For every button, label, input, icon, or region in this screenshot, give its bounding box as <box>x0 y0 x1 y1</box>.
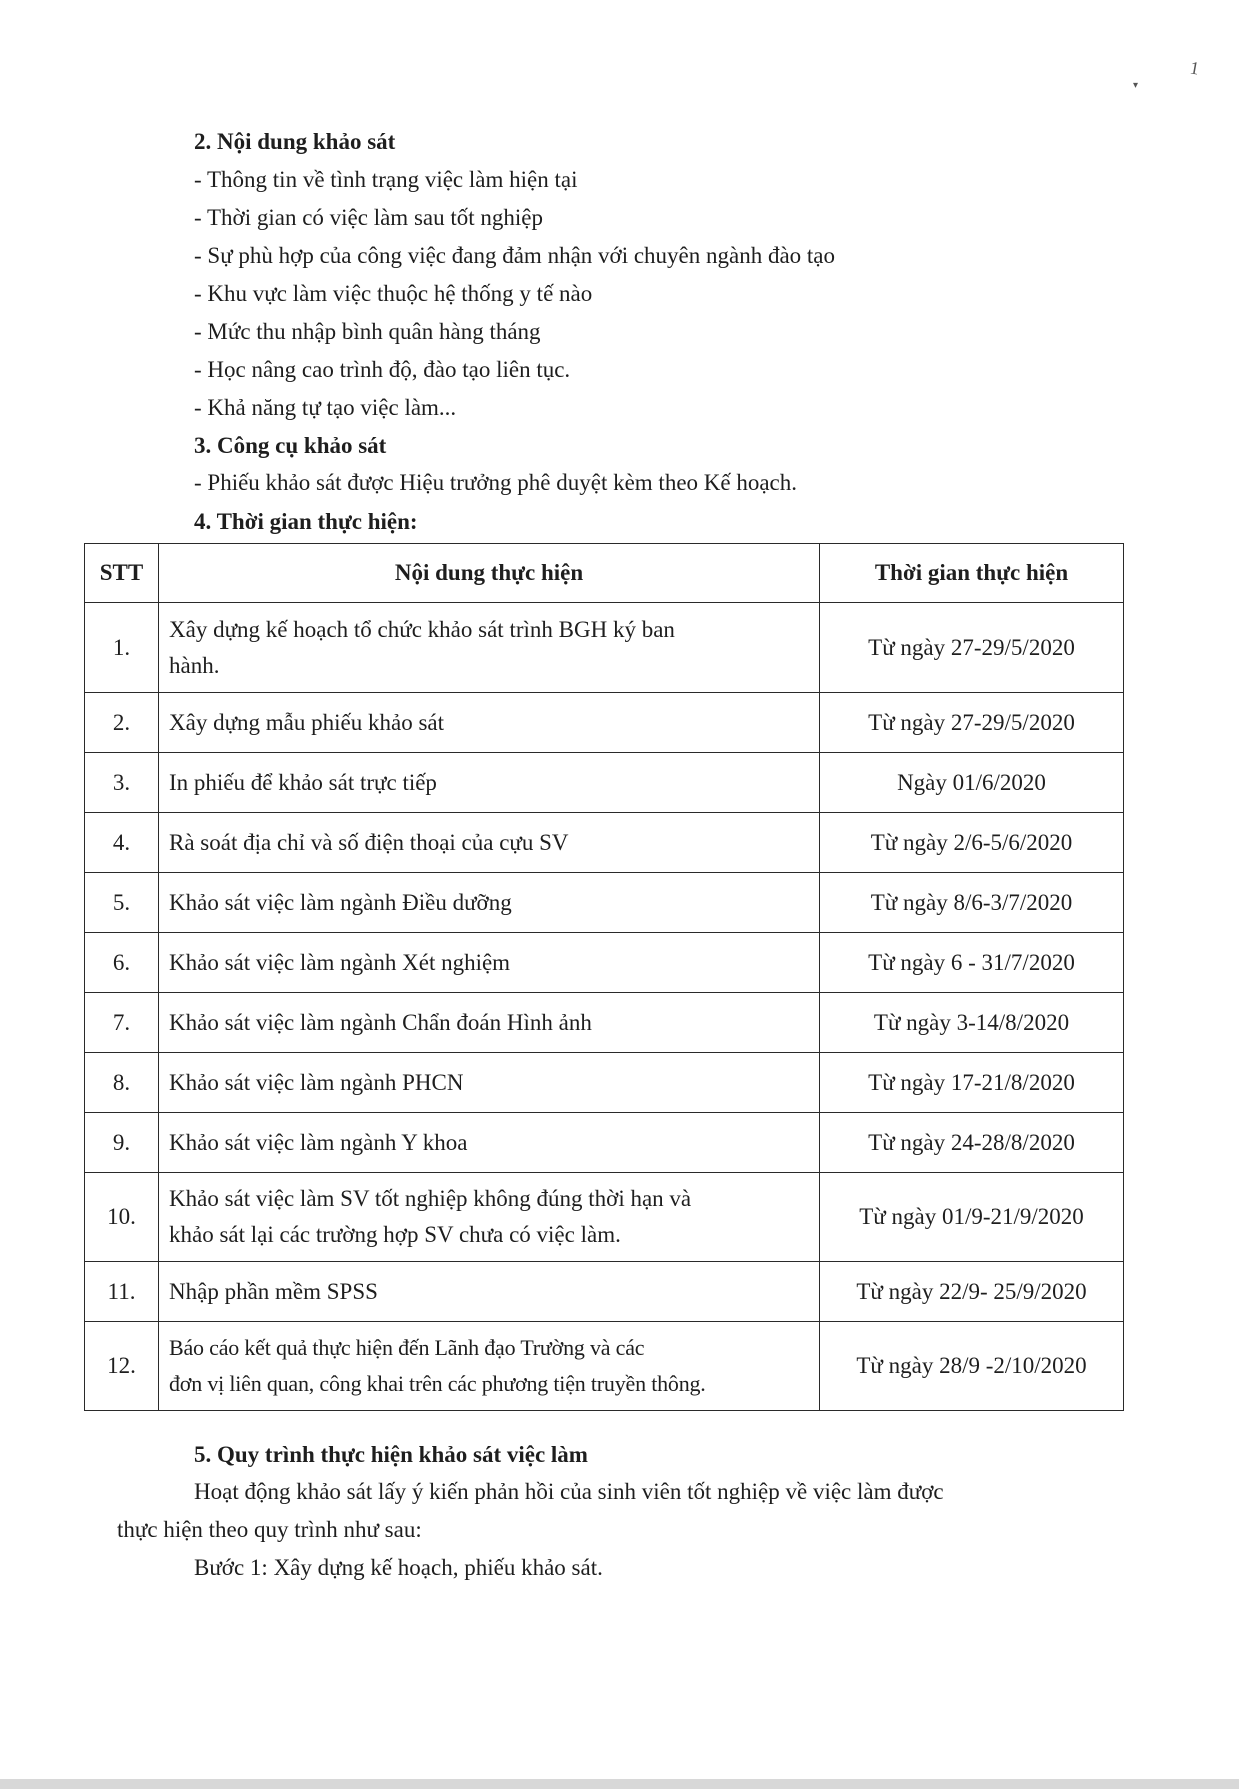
row-content-line: khảo sát lại các trường hợp SV chưa có việc làm. <box>169 1222 621 1247</box>
row-content-line: đơn vị liên quan, công khai trên các phương tiện truyền thông. <box>169 1371 706 1396</box>
row-time: Từ ngày 8/6-3/7/2020 <box>820 873 1124 933</box>
row-time: Từ ngày 24-28/8/2020 <box>820 1113 1124 1173</box>
row-stt: 11. <box>85 1262 159 1322</box>
table-row <box>85 813 1124 873</box>
row-content-line: Xây dựng kế hoạch tổ chức khảo sát trình BGH ký ban <box>169 616 675 642</box>
margin-mark-small: ▾ <box>1133 80 1139 91</box>
row-content <box>159 603 820 693</box>
section-2-item: - Khả năng tự tạo việc làm... <box>194 395 457 420</box>
row-time: Từ ngày 01/9-21/9/2020 <box>820 1173 1124 1262</box>
table-row <box>85 873 1124 933</box>
section-2-item: - Thông tin về tình trạng việc làm hiện tại <box>194 167 578 192</box>
row-time: Từ ngày 22/9- 25/9/2020 <box>820 1262 1124 1322</box>
section-5-step: Bước 1: Xây dựng kế hoạch, phiếu khảo sát. <box>194 1555 603 1580</box>
row-stt: 12. <box>85 1322 159 1411</box>
section-4-heading: 4. Thời gian thực hiện: <box>194 509 418 534</box>
row-stt: 1. <box>85 603 159 693</box>
row-time: Từ ngày 2/6-5/6/2020 <box>820 813 1124 873</box>
row-time: Từ ngày 3-14/8/2020 <box>820 993 1124 1053</box>
row-content <box>159 1322 820 1411</box>
row-stt: 3. <box>85 753 159 813</box>
table-row <box>85 753 1124 813</box>
row-stt: 4. <box>85 813 159 873</box>
section-2-item: - Khu vực làm việc thuộc hệ thống y tế nào <box>194 281 593 306</box>
table-header-row <box>85 544 1124 603</box>
row-content: Khảo sát việc làm ngành Chẩn đoán Hình ảnh <box>159 993 820 1053</box>
row-content <box>159 1173 820 1262</box>
table-row <box>85 1173 1124 1262</box>
section-2-item: - Học nâng cao trình độ, đào tạo liên tục. <box>194 357 571 382</box>
row-content: Khảo sát việc làm ngành Điều dưỡng <box>159 873 820 933</box>
row-stt: 8. <box>85 1053 159 1113</box>
row-stt: 6. <box>85 933 159 993</box>
row-time: Ngày 01/6/2020 <box>820 753 1124 813</box>
row-content: Khảo sát việc làm ngành Y khoa <box>159 1113 820 1173</box>
table-row <box>85 993 1124 1053</box>
section-2-item: - Thời gian có việc làm sau tốt nghiệp <box>194 205 543 230</box>
section-5-paragraph-line: thực hiện theo quy trình như sau: <box>117 1517 422 1542</box>
section-2-item: - Mức thu nhập bình quân hàng tháng <box>194 319 541 344</box>
row-content: In phiếu để khảo sát trực tiếp <box>159 753 820 813</box>
row-time: Từ ngày 27-29/5/2020 <box>820 693 1124 753</box>
section-3-item: - Phiếu khảo sát được Hiệu trưởng phê duyệt kèm theo Kế hoạch. <box>194 470 798 495</box>
header-stt: STT <box>85 544 159 603</box>
table-row <box>85 933 1124 993</box>
table-row <box>85 1053 1124 1113</box>
row-content: Nhập phần mềm SPSS <box>159 1262 820 1322</box>
row-time: Từ ngày 17-21/8/2020 <box>820 1053 1124 1113</box>
section-2-heading: 2. Nội dung khảo sát <box>194 129 396 154</box>
header-time: Thời gian thực hiện <box>820 544 1124 603</box>
table-row <box>85 1262 1124 1322</box>
section-3-heading: 3. Công cụ khảo sát <box>194 433 387 458</box>
section-5-heading: 5. Quy trình thực hiện khảo sát việc làm <box>194 1442 588 1467</box>
table-row <box>85 1322 1124 1411</box>
row-stt: 5. <box>85 873 159 933</box>
row-time: Từ ngày 27-29/5/2020 <box>820 603 1124 693</box>
section-2-item: - Sự phù hợp của công việc đang đảm nhận với chuyên ngành đào tạo <box>194 243 836 268</box>
row-content-line: Báo cáo kết quả thực hiện đến Lãnh đạo Trường và các <box>169 1335 645 1360</box>
scan-bottom-edge <box>0 1779 1239 1789</box>
row-content-line: Khảo sát việc làm SV tốt nghiệp không đúng thời hạn và <box>169 1186 692 1211</box>
schedule-table <box>84 543 1124 1411</box>
row-time: Từ ngày 6 - 31/7/2020 <box>820 933 1124 993</box>
row-content: Xây dựng mẫu phiếu khảo sát <box>159 693 820 753</box>
header-content: Nội dung thực hiện <box>159 544 820 603</box>
row-content: Khảo sát việc làm ngành PHCN <box>159 1053 820 1113</box>
row-content: Khảo sát việc làm ngành Xét nghiệm <box>159 933 820 993</box>
row-time: Từ ngày 28/9 -2/10/2020 <box>820 1322 1124 1411</box>
row-content-line: hành. <box>169 652 220 678</box>
table-row <box>85 603 1124 693</box>
row-stt: 7. <box>85 993 159 1053</box>
margin-mark: 1 <box>1188 57 1201 79</box>
table-row <box>85 1113 1124 1173</box>
row-stt: 10. <box>85 1173 159 1262</box>
row-stt: 9. <box>85 1113 159 1173</box>
row-content: Rà soát địa chỉ và số điện thoại của cựu SV <box>159 813 820 873</box>
row-stt: 2. <box>85 693 159 753</box>
table-row <box>85 693 1124 753</box>
section-5-paragraph-line: Hoạt động khảo sát lấy ý kiến phản hồi của sinh viên tốt nghiệp về việc làm được <box>194 1479 944 1504</box>
